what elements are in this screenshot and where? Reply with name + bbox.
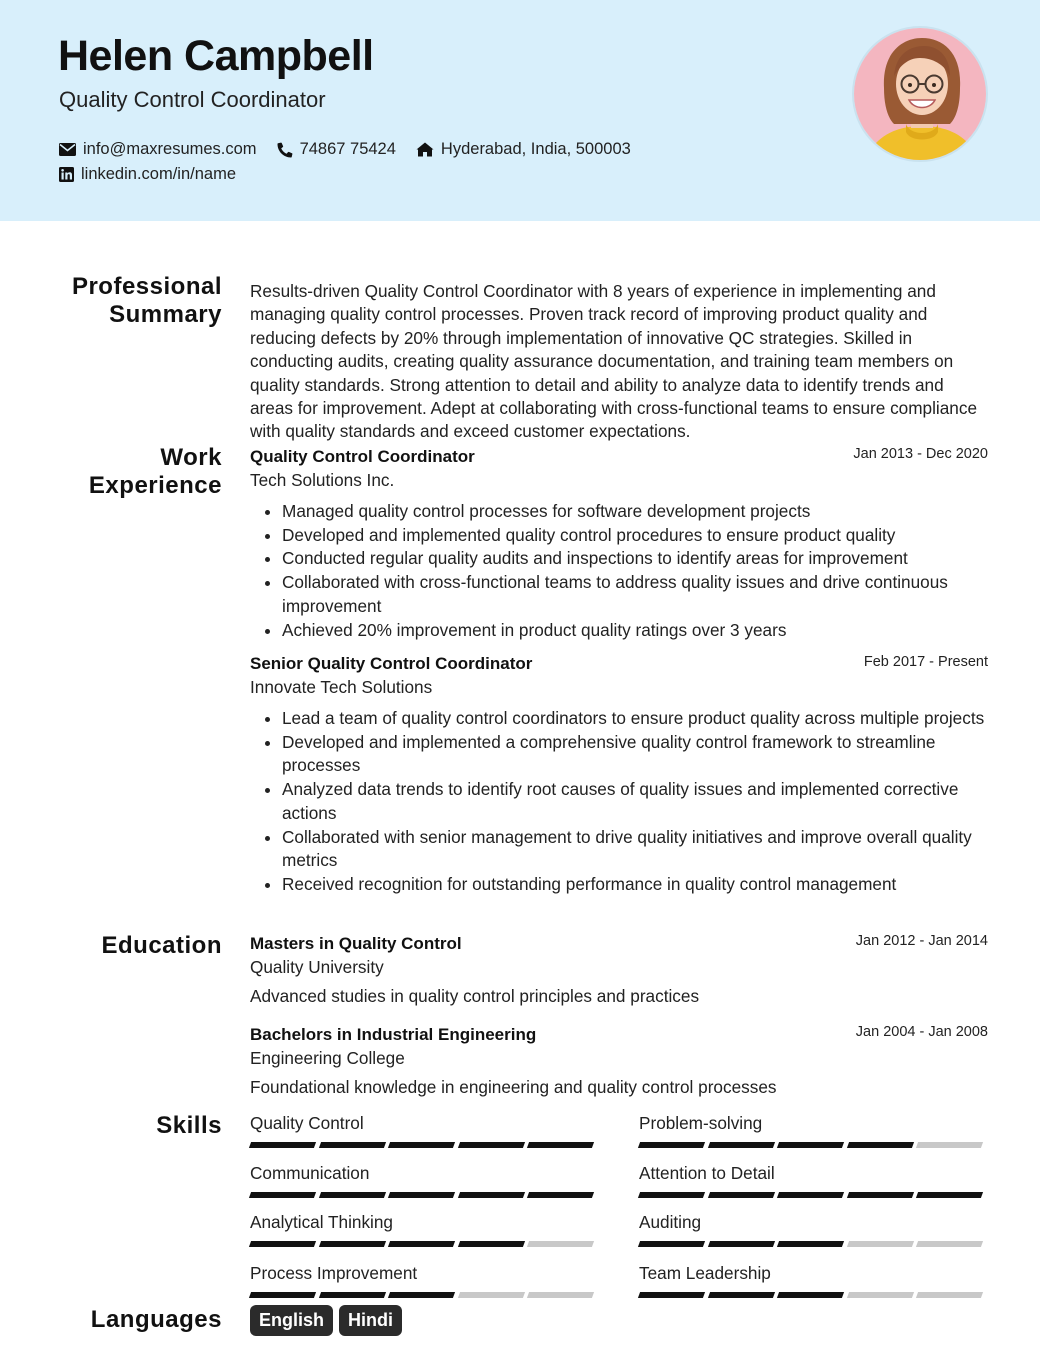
section-label-skills: Skills <box>156 1112 222 1139</box>
skill-level-segment <box>847 1142 914 1148</box>
skill-level-segment <box>527 1241 594 1247</box>
resume-header <box>0 0 1040 221</box>
skill-level-segment <box>527 1192 594 1198</box>
job-dates: Jan 2013 - Dec 2020 <box>853 446 988 462</box>
skill-item <box>250 1113 598 1148</box>
skill-level-segment <box>458 1241 525 1247</box>
skill-level-segment <box>319 1192 386 1198</box>
list-item: • Developed and implemented a comprehensive quality control framework to streamline processes <box>282 731 988 778</box>
skill-level-bar <box>639 1292 987 1298</box>
school-name: Engineering College <box>250 1048 405 1068</box>
job-dates: Feb 2017 - Present <box>863 654 988 670</box>
skill-name: Quality Control <box>250 1113 364 1133</box>
skill-level-segment <box>777 1292 844 1298</box>
skill-level-segment <box>916 1142 983 1148</box>
skill-level-bar <box>250 1292 598 1298</box>
skill-level-segment <box>319 1142 386 1148</box>
language-pill: Hindi <box>339 1305 402 1336</box>
skill-level-segment <box>708 1292 775 1298</box>
job-bullets <box>250 707 988 897</box>
school-name: Quality University <box>250 957 384 977</box>
skill-name: Analytical Thinking <box>250 1212 393 1232</box>
phone-icon <box>277 142 293 158</box>
skill-item <box>639 1212 987 1247</box>
section-label-languages: Languages <box>90 1306 222 1333</box>
list-item: • Achieved 20% improvement in product quality ratings over 3 years <box>282 619 988 643</box>
skill-name: Team Leadership <box>639 1263 771 1283</box>
skill-level-segment <box>458 1142 525 1148</box>
degree-title: Masters in Quality Control <box>250 934 462 953</box>
list-item: • Developed and implemented quality control procedures to ensure product quality <box>282 524 988 548</box>
skill-level-bar <box>639 1142 987 1148</box>
education-description: Foundational knowledge in engineering and quality control processes <box>250 1077 777 1097</box>
education-entry <box>250 934 988 1007</box>
list-item: • Conducted regular quality audits and inspections to identify areas for improvement <box>282 547 988 571</box>
section-label-line: Summary <box>109 301 222 328</box>
contact-phone[interactable] <box>277 140 396 159</box>
skill-level-segment <box>708 1142 775 1148</box>
skill-level-segment <box>388 1241 455 1247</box>
address-text: Hyderabad, India, 500003 <box>440 140 631 158</box>
skill-level-segment <box>319 1241 386 1247</box>
skill-level-segment <box>458 1192 525 1198</box>
skill-name: Communication <box>250 1163 370 1183</box>
language-list <box>250 1305 408 1336</box>
skill-level-segment <box>388 1142 455 1148</box>
job-bullets <box>250 500 988 642</box>
skill-item <box>250 1263 598 1298</box>
skill-item <box>250 1163 598 1198</box>
contact-email[interactable] <box>59 140 257 159</box>
skill-item <box>250 1212 598 1247</box>
section-label-summary <box>72 273 222 329</box>
skill-level-segment <box>777 1142 844 1148</box>
profile-photo <box>852 26 988 162</box>
candidate-title: Quality Control Coordinator <box>59 87 326 112</box>
degree-title: Bachelors in Industrial Engineering <box>250 1025 537 1044</box>
skill-level-segment <box>319 1292 386 1298</box>
skill-level-segment <box>638 1192 705 1198</box>
skill-item <box>639 1113 987 1148</box>
summary-text: Results-driven Quality Control Coordinator with 8 years of experience in implementing and managing quality control processes. Proven track record of improving product quality and reducing defects by 20% through implementation of innovative QC strategies. Skilled in conducting audits, creating quality assurance documentation, and training team members on quality standards. Strong attention to detail and ability to analyze data to identify trends and areas for improvement. Adept at collaborating with cross-functional teams to ensure compliance with quality standards and exceed customer expectations. <box>250 281 978 442</box>
skill-name: Process Improvement <box>250 1263 418 1283</box>
language-pill: English <box>250 1305 333 1336</box>
skill-name: Auditing <box>639 1212 702 1232</box>
list-item: • Lead a team of quality control coordinators to ensure product quality across multiple projects <box>282 707 988 731</box>
list-item: • Collaborated with senior management to drive quality initiatives and improve overall quality metrics <box>282 826 988 873</box>
skill-level-segment <box>847 1292 914 1298</box>
list-item: • Collaborated with cross-functional teams to address quality issues and drive continuous improvement <box>282 571 988 618</box>
contact-row-2 <box>59 165 256 184</box>
skill-level-segment <box>249 1142 316 1148</box>
education-entry <box>250 1025 988 1098</box>
skill-item <box>639 1163 987 1198</box>
skill-level-bar <box>250 1192 598 1198</box>
linkedin-icon <box>59 167 74 182</box>
skill-level-segment <box>527 1292 594 1298</box>
skill-level-segment <box>249 1192 316 1198</box>
job-company: Innovate Tech Solutions <box>250 677 433 697</box>
job-company: Tech Solutions Inc. <box>250 470 395 490</box>
skill-level-segment <box>458 1292 525 1298</box>
phone-text: 74867 75424 <box>299 140 396 158</box>
skill-level-segment <box>847 1192 914 1198</box>
linkedin-text: linkedin.com/in/name <box>81 165 236 183</box>
skill-level-bar <box>250 1241 598 1247</box>
job-entry <box>250 447 988 642</box>
skill-name: Attention to Detail <box>639 1163 775 1183</box>
skill-level-segment <box>249 1292 316 1298</box>
skill-level-segment <box>916 1241 983 1247</box>
skill-level-bar <box>639 1241 987 1247</box>
skill-level-segment <box>527 1142 594 1148</box>
skill-level-segment <box>388 1292 455 1298</box>
home-icon <box>416 142 434 157</box>
section-label-work <box>89 444 222 500</box>
email-text: info@maxresumes.com <box>83 140 257 158</box>
skill-name: Problem-solving <box>639 1113 763 1133</box>
contact-address <box>416 140 631 159</box>
job-entry <box>250 654 988 897</box>
skill-level-segment <box>708 1192 775 1198</box>
contact-linkedin[interactable] <box>59 165 236 184</box>
candidate-name: Helen Campbell <box>58 32 374 80</box>
section-label-line: Work <box>160 444 222 471</box>
education-dates: Jan 2004 - Jan 2008 <box>855 1024 988 1040</box>
skill-level-segment <box>708 1241 775 1247</box>
job-title: Senior Quality Control Coordinator <box>250 654 533 673</box>
section-label-line: Experience <box>88 472 222 499</box>
skill-level-bar <box>250 1142 598 1148</box>
skill-level-segment <box>916 1292 983 1298</box>
skill-level-segment <box>777 1192 844 1198</box>
skill-level-segment <box>638 1241 705 1247</box>
list-item: • Managed quality control processes for software development projects <box>282 500 988 524</box>
skill-item <box>639 1263 987 1298</box>
education-dates: Jan 2012 - Jan 2014 <box>855 933 988 949</box>
section-label-line: Professional <box>71 273 222 300</box>
skill-level-segment <box>916 1192 983 1198</box>
skill-level-segment <box>847 1241 914 1247</box>
envelope-icon <box>59 143 76 156</box>
job-title: Quality Control Coordinator <box>250 447 475 466</box>
education-description: Advanced studies in quality control principles and practices <box>250 986 700 1006</box>
contact-row <box>59 140 651 159</box>
skill-level-segment <box>777 1241 844 1247</box>
skill-level-segment <box>638 1292 705 1298</box>
skill-level-bar <box>639 1192 987 1198</box>
list-item: • Received recognition for outstanding performance in quality control management <box>282 873 988 897</box>
list-item: • Analyzed data trends to identify root causes of quality issues and implemented corrective actions <box>282 778 988 825</box>
skill-level-segment <box>638 1142 705 1148</box>
skill-level-segment <box>249 1241 316 1247</box>
skill-level-segment <box>388 1192 455 1198</box>
section-label-education: Education <box>101 932 222 959</box>
